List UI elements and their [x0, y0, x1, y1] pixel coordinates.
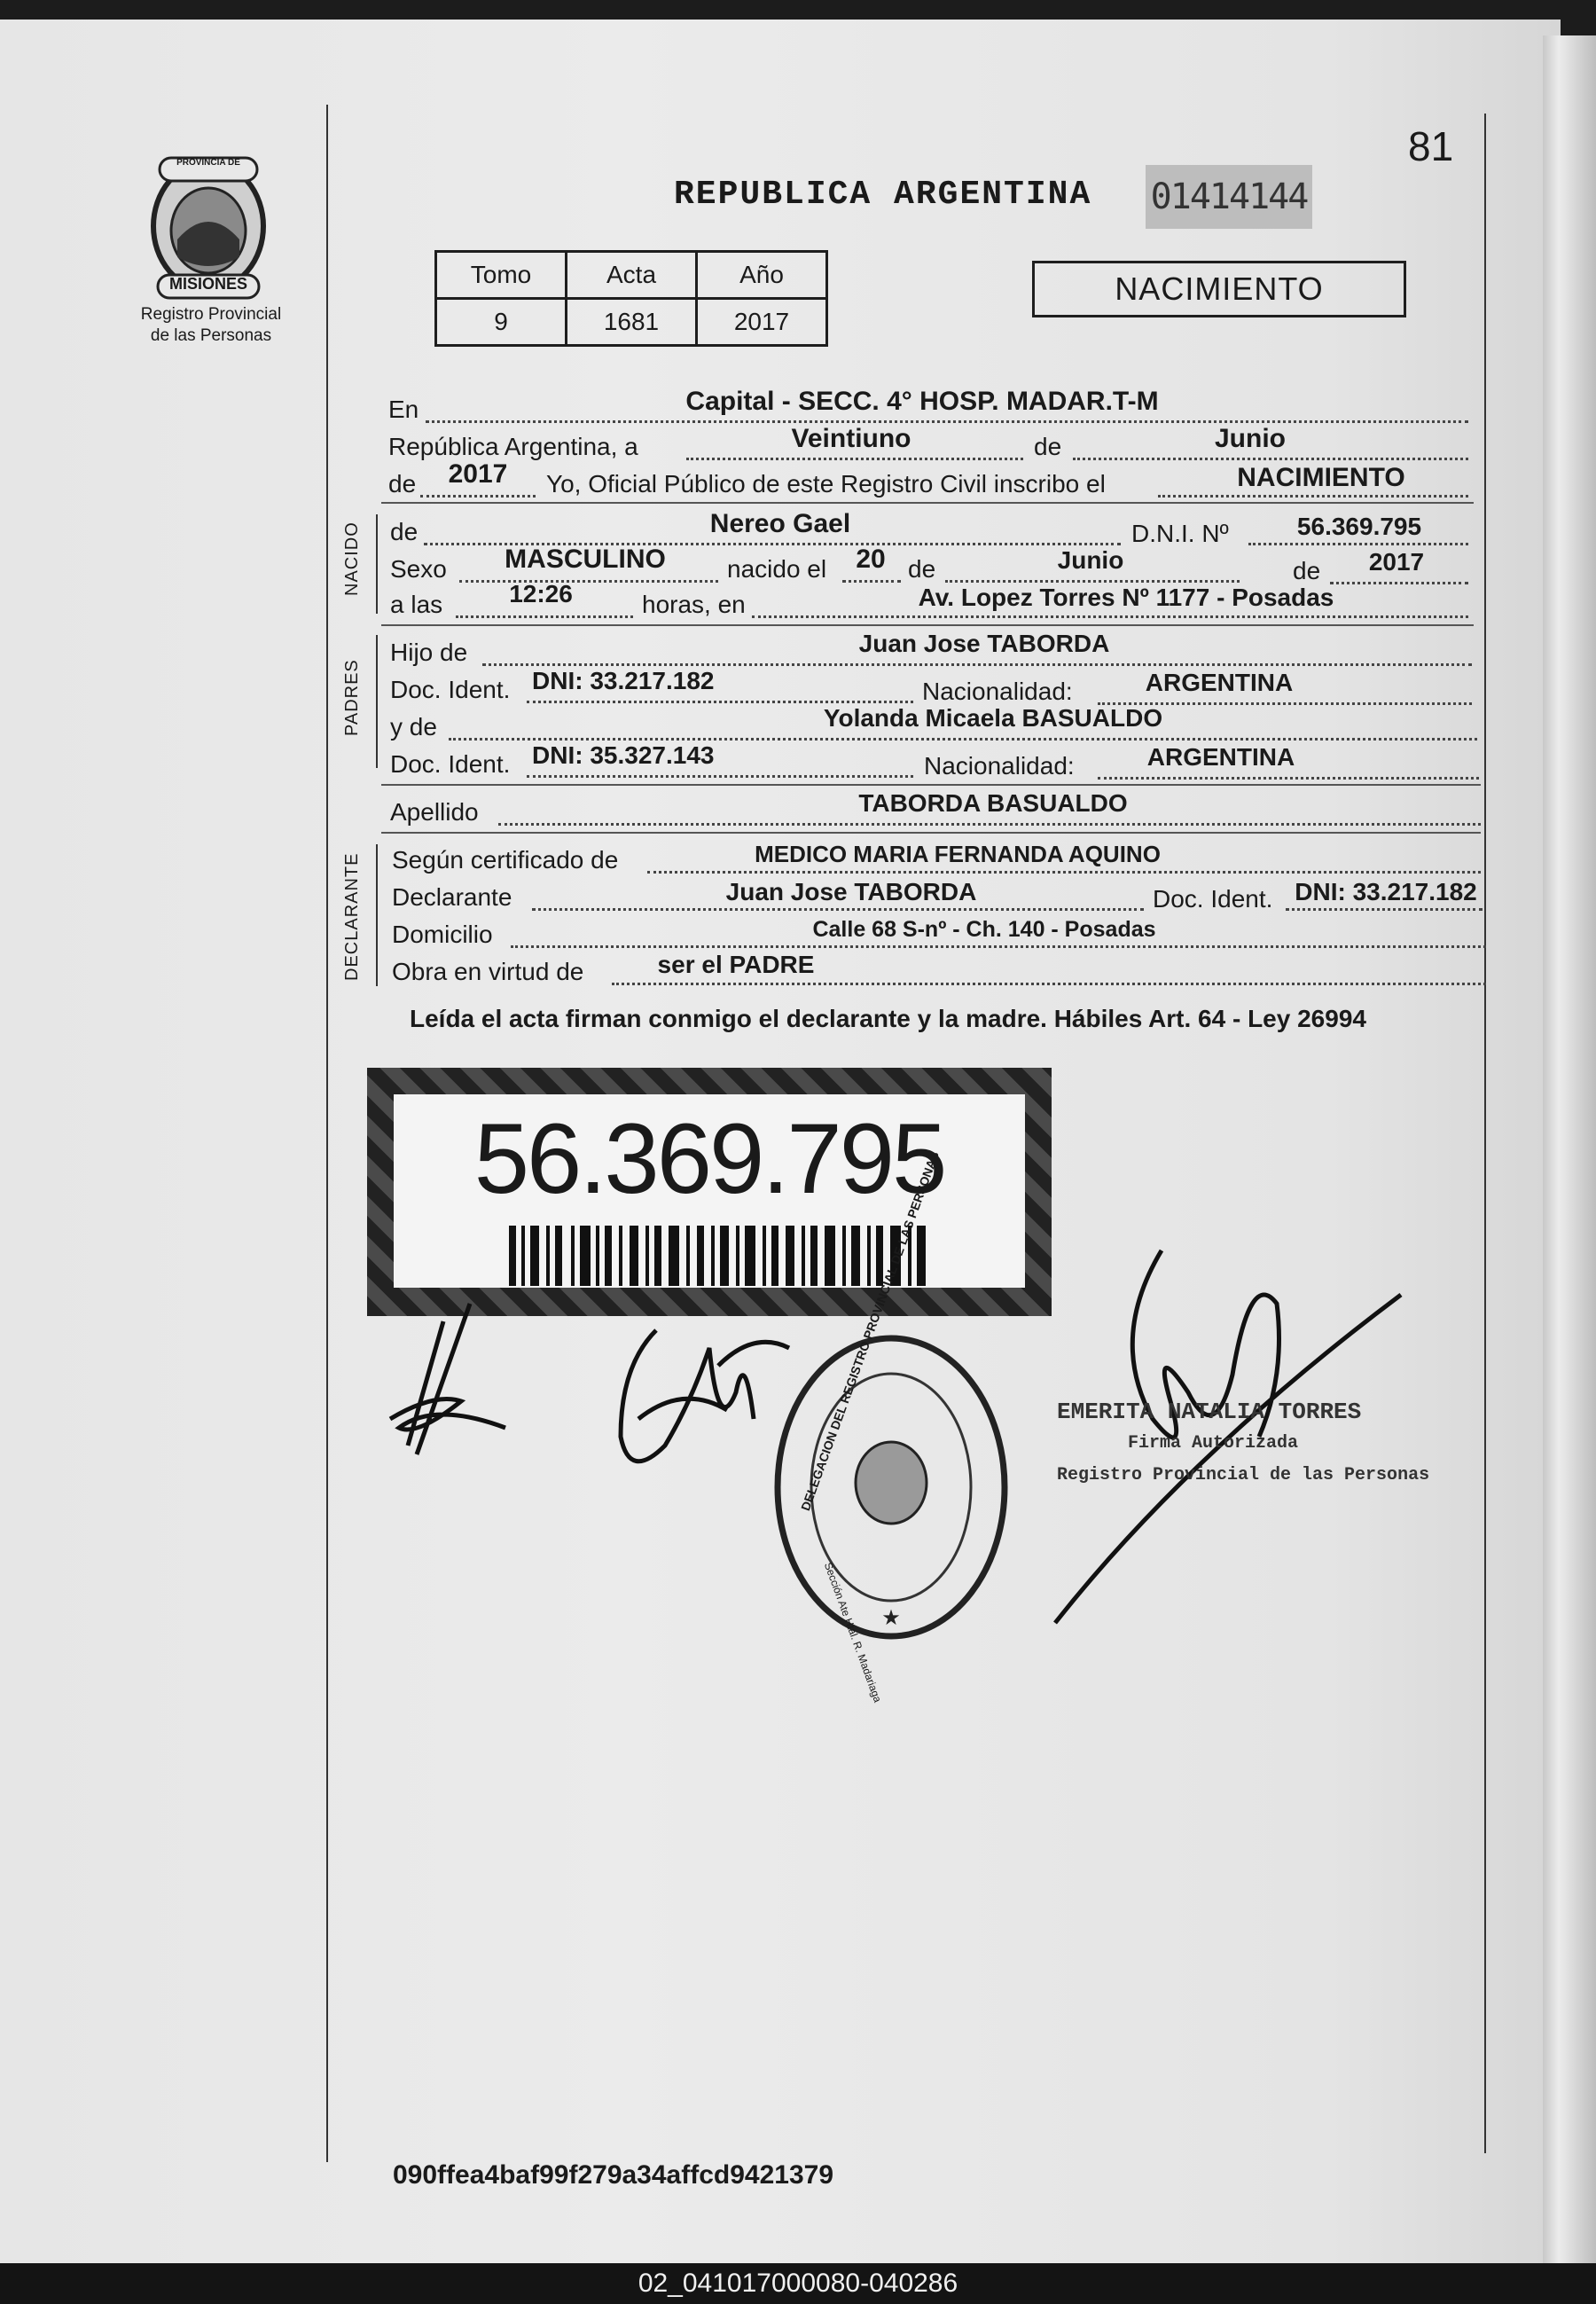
- dotted-line: [1098, 777, 1479, 780]
- padres-bracket: [376, 635, 378, 768]
- page-edge: [1543, 35, 1596, 2263]
- nacido-el-label: nacido el: [727, 555, 827, 583]
- dotted-line: [456, 615, 633, 618]
- father-doc: DNI: 33.217.182: [532, 667, 715, 694]
- nacido-bracket: [376, 514, 378, 614]
- mother-doc: DNI: 35.327.143: [532, 741, 715, 769]
- nacionalidad-label: Nacionalidad:: [924, 752, 1075, 780]
- obra-value: ser el PADRE: [657, 951, 815, 978]
- dni-sticker-label: [394, 1094, 1025, 1288]
- registry-caption-line1: Registro Provincial: [140, 305, 282, 324]
- a-las-label: a las: [390, 591, 443, 618]
- signature-official: [381, 1295, 523, 1463]
- de-label: de: [1034, 433, 1062, 460]
- declarant-name: Juan Jose TABORDA: [725, 878, 977, 905]
- domicilio-value: Calle 68 S-nº - Ch. 140 - Posadas: [812, 917, 1156, 942]
- dotted-line: [420, 495, 536, 498]
- month: Junio: [1215, 424, 1286, 453]
- closing-note: Leída el acta firman conmigo el declarante y la madre. Hábiles Art. 64 - Ley 26994: [410, 1005, 1366, 1032]
- svg-text:★: ★: [881, 1605, 901, 1630]
- de-label: de: [390, 518, 419, 545]
- dotted-line: [532, 908, 1144, 911]
- horas-en-label: horas, en: [642, 591, 746, 618]
- apellido-value: TABORDA BASUALDO: [858, 789, 1128, 817]
- father-nationality: ARGENTINA: [1145, 669, 1294, 696]
- sexo-value: MASCULINO: [505, 545, 666, 574]
- mother-nationality: ARGENTINA: [1146, 743, 1295, 771]
- declarante-label: Declarante: [392, 883, 512, 911]
- certificate-issuer: MEDICO MARIA FERNANDA AQUINO: [755, 841, 1161, 867]
- year: 2017: [448, 459, 508, 489]
- dotted-line: [498, 823, 1481, 826]
- serial-number: 01414144: [1146, 165, 1312, 229]
- birth-place: Av. Lopez Torres Nº 1177 - Posadas: [918, 584, 1334, 611]
- obra-label: Obra en virtud de: [392, 958, 584, 985]
- child-dni: 56.369.795: [1296, 513, 1422, 540]
- dni-label: D.N.I. Nº: [1131, 520, 1229, 547]
- acta-header: Acta: [567, 252, 697, 299]
- dni-sticker-number: 56.369.795: [473, 1103, 945, 1214]
- domicilio-label: Domicilio: [392, 921, 493, 948]
- birth-time: 12:26: [509, 580, 573, 607]
- dotted-line: [686, 458, 1023, 460]
- declarant-doc: DNI: 33.217.182: [1295, 878, 1477, 905]
- authority-role: Firma Autorizada: [1128, 1433, 1299, 1454]
- stamp-inner-text: Sección Ate Htal. R. Madariaga: [821, 1561, 885, 1704]
- republica-label: República Argentina, a: [388, 433, 638, 460]
- doc-ident-label: Doc. Ident.: [390, 676, 511, 703]
- dotted-line: [752, 615, 1468, 618]
- hijo-de-label: Hijo de: [390, 639, 468, 666]
- barcode: [509, 1226, 926, 1286]
- dotted-line: [647, 871, 1481, 874]
- record-type-box: NACIMIENTO: [1032, 261, 1406, 317]
- inscribo-text: Yo, Oficial Público de este Registro Civil inscribo el: [546, 470, 1106, 498]
- dotted-line: [482, 663, 1472, 666]
- registry-caption-line2: de las Personas: [150, 326, 272, 345]
- authority-name: EMERITA NATALIA TORRES: [1057, 1399, 1362, 1425]
- en-label: En: [388, 396, 419, 423]
- document-title: REPUBLICA ARGENTINA: [674, 176, 1092, 214]
- dni-sticker: [367, 1068, 1052, 1316]
- declarante-section-label: DECLARANTE: [342, 852, 362, 981]
- de-label: de: [908, 555, 936, 583]
- dotted-line: [1248, 543, 1468, 545]
- tomo-acta-anio-table: [434, 250, 828, 347]
- padres-section-label: PADRES: [342, 659, 362, 736]
- dotted-line: [527, 775, 913, 778]
- section-divider: [381, 624, 1474, 626]
- declarante-bracket: [376, 844, 378, 986]
- scan-filename-bar: 02_041017000080-040286: [0, 2263, 1596, 2304]
- dotted-line: [945, 580, 1240, 583]
- mother-name: Yolanda Micaela BASUALDO: [823, 704, 1163, 732]
- de-label: de: [1293, 557, 1321, 584]
- logo-text-top: PROVINCIA DE: [176, 158, 240, 168]
- authority-office: Registro Provincial de las Personas: [1057, 1465, 1430, 1485]
- doc-ident-label: Doc. Ident.: [1153, 885, 1273, 913]
- certificado-label: Según certificado de: [392, 846, 619, 874]
- dotted-line: [1073, 458, 1468, 460]
- father-name: Juan Jose TABORDA: [858, 630, 1110, 657]
- birth-year: 2017: [1368, 548, 1425, 576]
- birth-day: 20: [856, 545, 886, 574]
- anio-header: Año: [697, 252, 827, 299]
- dotted-line: [1286, 908, 1483, 911]
- anio-value: 2017: [697, 299, 827, 346]
- apellido-label: Apellido: [390, 798, 479, 826]
- de-label: de: [388, 470, 417, 498]
- logo-text-bottom: MISIONES: [168, 275, 247, 293]
- tomo-header: Tomo: [436, 252, 567, 299]
- sexo-label: Sexo: [390, 555, 447, 583]
- nacido-section-label: NACIDO: [342, 521, 362, 596]
- dotted-line: [1158, 495, 1468, 498]
- page-number: 81: [1408, 123, 1454, 169]
- nacionalidad-label: Nacionalidad:: [922, 678, 1073, 705]
- dotted-line: [426, 420, 1468, 423]
- dotted-line: [527, 701, 913, 703]
- act-type: NACIMIENTO: [1237, 463, 1405, 492]
- right-margin-line: [1484, 114, 1486, 2153]
- acta-value: 1681: [567, 299, 697, 346]
- section-divider: [381, 784, 1481, 786]
- dotted-line: [612, 983, 1486, 985]
- child-name: Nereo Gael: [709, 509, 851, 538]
- y-de-label: y de: [390, 713, 437, 741]
- left-margin-line: [326, 105, 328, 2162]
- section-divider: [381, 832, 1481, 834]
- doc-ident-label: Doc. Ident.: [390, 750, 511, 778]
- section-divider: [381, 502, 1474, 504]
- dotted-line: [842, 580, 901, 583]
- dotted-line: [449, 738, 1477, 741]
- birth-month: Junio: [1057, 546, 1124, 574]
- birth-place-registry: Capital - SECC. 4° HOSP. MADAR.T-M: [685, 387, 1159, 416]
- day-words: Veintiuno: [791, 424, 911, 453]
- tomo-value: 9: [436, 299, 567, 346]
- authority-block: [1057, 1396, 1429, 1492]
- registry-caption: [115, 304, 307, 347]
- document-hash: 090ffea4baf99f279a34affcd9421379: [393, 2160, 834, 2190]
- dotted-line: [511, 945, 1486, 948]
